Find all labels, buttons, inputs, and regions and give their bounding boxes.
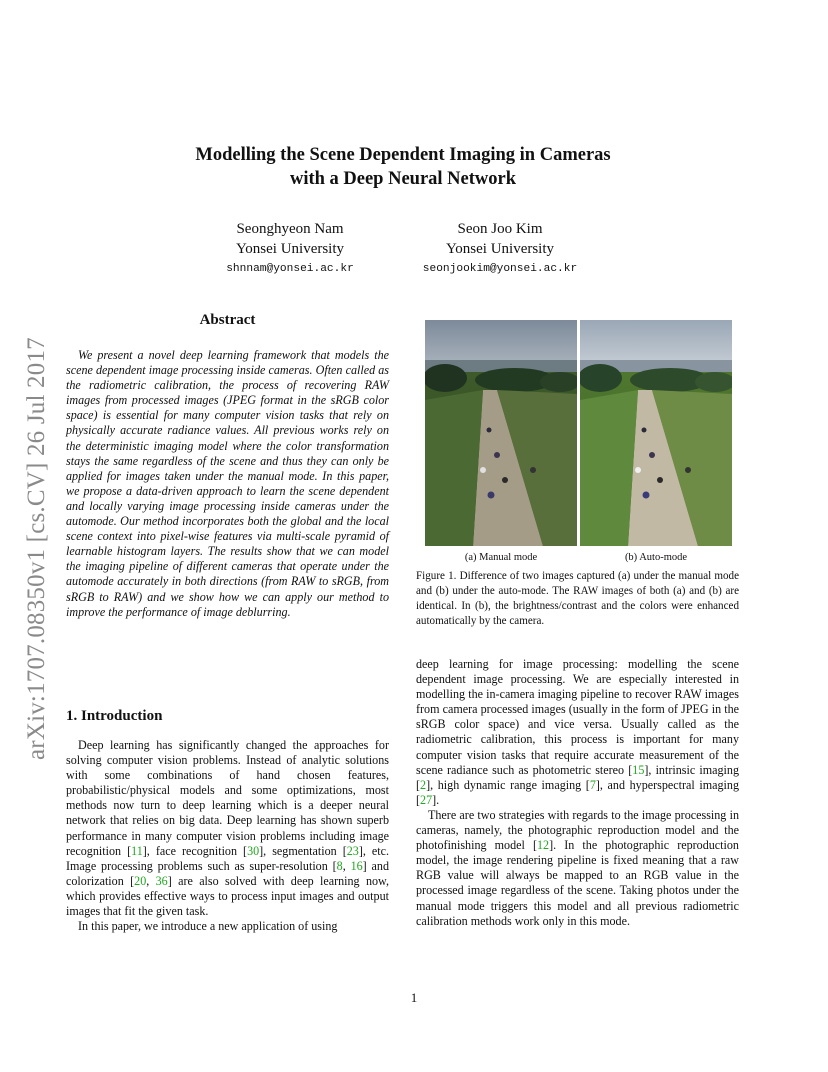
author-email: shnnam@yonsei.ac.kr [226,263,354,275]
title-line-1: Modelling the Scene Dependent Imaging in Cameras [195,145,611,165]
park-path-photo [580,320,732,546]
citation-link[interactable]: 7 [589,777,596,792]
figure-caption: Figure 1. Difference of two images captured (a) under the manual mode and (b) under the auto-mode. The RAW images of both (a) and (b) are identical. In (b), the brightness/contrast and the colors were enhanced automatically by the camera. [416,570,739,627]
abstract-text: We present a novel deep learning framework that models the scene dependent image processing inside cameras. Often called as the radiometric calibration, the process of recovering RAW images from processed images (JPEG format in the sRGB color space) is essential for many computer vision tasks that rely on physically accurate radiance values. All previous works rely on the deterministic imaging model where the color transformation stays the same regardless of the scene and thus they can only be applied for images taken under the manual mode. In this paper, we propose a data-driven approach to learn the scene dependent and locally varying image processing inside cameras under the automode. Our method incorporates both the global and the local scene context into pixel-wise features via multi-scale pyramid of learnable histogram layers. The results show that we can model the imaging pipeline of different cameras that operate under the automode accurately in both directions (from RAW to sRGB, from sRGB to RAW) and we show how we can apply our method to improve the performance of image deblurring. [66,348,389,619]
intro-column [66,738,389,934]
right-column [416,657,739,929]
section-heading: 1. Introduction [66,708,163,724]
figure-image-manual-mode [425,320,577,546]
citation-link[interactable]: 30 [247,843,260,858]
citation-link[interactable]: 36 [155,873,168,888]
subcaption-b: (b) Auto-mode [624,552,688,563]
citation-link[interactable]: 16 [350,858,363,873]
intro-paragraph-2: In this paper, we introduce a new application of using [78,919,338,934]
abstract-heading: Abstract [199,312,256,328]
citation-link[interactable]: 12 [537,838,550,853]
body-paragraph: deep learning for image processing: modelling the scene dependent image processing. We are especially interested in modelling the in-camera imaging pipeline to recover RAW images from camera processed images (usually in the form of JPEG in the sRGB color space) and vice versa. Usually called as the radiometric calibration, this process is important for many computer vision tasks that require accurate measurement of the scene radiance such as photometric stereo [15], intrinsic imaging [2], high dynamic range imaging [7], and hyperspectral imaging [27]. [416,657,740,807]
citation-link[interactable]: 20 [134,873,147,888]
author-name: Seonghyeon Nam [236,221,344,237]
citation-link[interactable]: 15 [632,762,645,777]
arxiv-stamp: arXiv:1707.08350v1 [cs.CV] 26 Jul 2017 [23,337,50,760]
figure-image-auto-mode [580,320,732,546]
title-line-2: with a Deep Neural Network [289,169,517,189]
citation-link[interactable]: 2 [420,777,427,792]
author-name: Seon Joo Kim [457,221,543,237]
subcaption-a: (a) Manual mode [464,552,538,563]
park-path-photo [425,320,577,546]
citation-link[interactable]: 8 [336,858,343,873]
citation-link[interactable]: 11 [131,843,143,858]
citation-link[interactable]: 27 [420,792,433,807]
author-affiliation: Yonsei University [445,241,555,257]
author-block-2 [400,219,600,279]
paper-title [120,143,686,191]
intro-paragraph-1: Deep learning has significantly changed the approaches for solving computer vision problems. Instead of analytic solutions with some combinations of hand chosen features, probabilistic/physical models and some optimizations, most methods now turn to deep learning which is a deeper neural network that relies on big data. Deep learning has shown superb performance in many computer vision problems including image recognition [11], face recognition [30], segmentation [23], etc. Image processing problems such as super-resolution [8, 16] and colorization [20, 36] are also solved with deep learning now, which provides effective ways to process input images and output images that fit the given task. [66,738,390,919]
page-number: 1 [410,990,418,1005]
author-block-1 [200,219,380,279]
author-affiliation: Yonsei University [235,241,345,257]
citation-link[interactable]: 23 [346,843,359,858]
body-paragraph: There are two strategies with regards to the image processing in cameras, namely, the photographic reproduction model and the photofinishing model [12]. In the photographic reproduction model, the image rendering pipeline is fixed meaning that a raw RGB value will always be mapped to an RGB value in the processed image regardless of the scene. Taking photos under the manual mode triggers this model and all previous radiometric calibration methods work only in this mode. [416,807,739,928]
author-email: seonjookim@yonsei.ac.kr [422,263,578,275]
